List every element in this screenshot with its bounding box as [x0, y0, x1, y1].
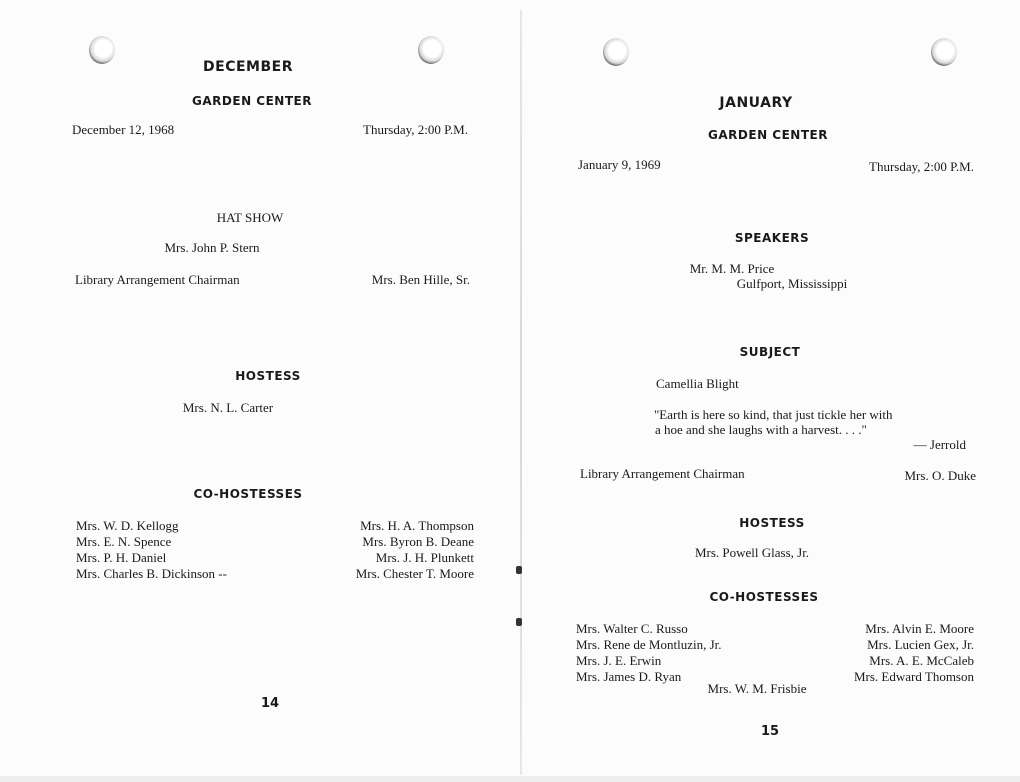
list-item: Mrs. Edward Thomson [853, 669, 974, 684]
list-item: Mrs. Alvin E. Moore [865, 621, 974, 636]
staple-mark [516, 618, 522, 626]
list-item: Mrs. J. E. Erwin [576, 653, 662, 668]
meeting-date: December 12, 1968 [72, 122, 175, 137]
list-item: Mrs. W. D. Kellogg [76, 518, 179, 533]
program-person: Mrs. John P. Stern [164, 240, 260, 255]
list-item: Mrs. Byron B. Deane [362, 534, 474, 549]
hostess-name: Mrs. Powell Glass, Jr. [694, 545, 810, 560]
hostess-heading: HOSTESS [235, 369, 301, 383]
list-item: Mrs. H. A. Thompson [360, 518, 474, 533]
quote-line: a hoe and she laughs with a harvest. . . ." [655, 422, 867, 437]
library-chairman-name: Mrs. Ben Hille, Sr. [371, 272, 470, 287]
page-fold [520, 10, 522, 775]
cohostess-list-left [576, 621, 722, 685]
list-item: Mrs. Chester T. Moore [355, 566, 474, 581]
hostess-name: Mrs. N. L. Carter [182, 400, 274, 415]
subject-heading: SUBJECT [739, 345, 801, 359]
paper-edge [0, 776, 1020, 782]
cohostesses-heading: CO-HOSTESSES [709, 590, 819, 604]
punch-hole [603, 38, 629, 66]
cohostess-last: Mrs. W. M. Frisbie [707, 681, 807, 696]
meeting-date: January 9, 1969 [578, 157, 661, 172]
hostess-heading: HOSTESS [739, 516, 805, 530]
venue-heading: GARDEN CENTER [708, 128, 828, 142]
quote-author: — Jerrold [913, 437, 966, 452]
list-item: Mrs. Charles B. Dickinson -- [76, 566, 227, 581]
list-item: Mrs. Walter C. Russo [576, 621, 688, 636]
punch-hole [931, 38, 957, 66]
list-item: Mrs. P. H. Daniel [76, 550, 167, 565]
page-number: 15 [760, 724, 780, 739]
quote-line: "Earth is here so kind, that just tickle her with [654, 407, 893, 422]
speakers-heading: SPEAKERS [734, 231, 810, 245]
month-heading: JANUARY [719, 95, 793, 111]
cohostess-list-right [356, 518, 474, 582]
subject-text: Camellia Blight [656, 376, 739, 391]
punch-hole [89, 36, 115, 64]
program-title: HAT SHOW [216, 210, 284, 225]
list-item: Mrs. E. N. Spence [76, 534, 172, 549]
cohostesses-heading: CO-HOSTESSES [193, 487, 303, 501]
list-item: Mrs. Rene de Montluzin, Jr. [576, 637, 722, 652]
punch-hole [418, 36, 444, 64]
meeting-time: Thursday, 2:00 P.M. [363, 122, 468, 137]
staple-mark [516, 566, 522, 574]
speaker-name: Mr. M. M. Price [689, 261, 775, 276]
library-chairman-label: Library Arrangement Chairman [75, 272, 240, 287]
cohostess-list-right [854, 621, 974, 685]
venue-heading: GARDEN CENTER [192, 94, 312, 108]
speaker-location: Gulfport, Mississippi [736, 276, 848, 291]
cohostess-list-left [76, 518, 227, 582]
library-chairman-name: Mrs. O. Duke [904, 468, 976, 483]
list-item: Mrs. James D. Ryan [576, 669, 682, 684]
month-heading: DECEMBER [203, 59, 293, 75]
meeting-time: Thursday, 2:00 P.M. [869, 159, 974, 174]
page-number: 14 [260, 696, 280, 711]
list-item: Mrs. Lucien Gex, Jr. [867, 637, 974, 652]
library-chairman-label: Library Arrangement Chairman [580, 466, 745, 481]
list-item: Mrs. J. H. Plunkett [375, 550, 474, 565]
list-item: Mrs. A. E. McCaleb [869, 653, 974, 668]
